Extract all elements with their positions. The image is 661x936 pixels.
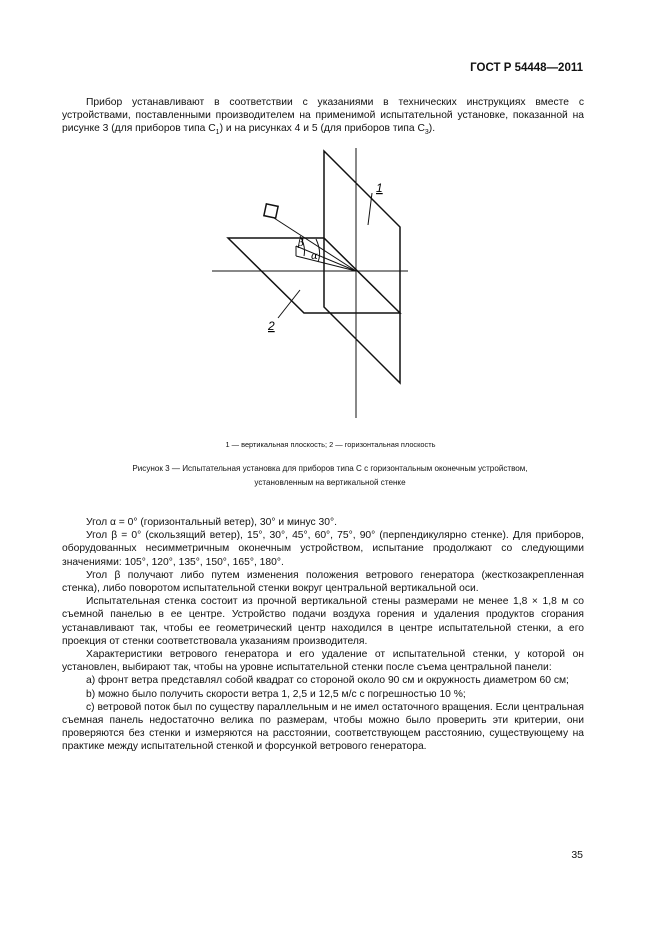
page-number: 35: [571, 849, 583, 861]
figure-caption: [62, 462, 598, 490]
paragraph-test-wall: Испытательная стенка состоит из прочной вертикальной стены размерами не менее 1,8 × 1,8 м со съемной панелью в ее центре. Устройство подачи воздуха горения и удаления продуктов сгорания устанавливают так, чтобы ее геометрический центр находился в центре испытательной стенки, а его проекция от стенки соответствовала указаниям производителя.: [62, 596, 584, 647]
body-text: [62, 516, 584, 754]
leader-line-2: [278, 290, 300, 318]
caption-line-2: установленным на вертикальной стенке: [254, 478, 406, 487]
standard-designation: ГОСТ Р 54448—2011: [470, 62, 583, 74]
figure-label-1: 1: [376, 181, 383, 195]
paragraph-beta-method: Угол β получают либо путем изменения положения ветрового генератора (жесткозакрепленная стенка), либо поворотом испытательной стенки вокруг центральной вертикальной оси.: [62, 569, 584, 595]
list-item-a: а) фронт ветра представлял собой квадрат со стороной около 90 см и окружность диаметром 60 см;: [86, 675, 569, 687]
intro-paragraph: [62, 96, 584, 136]
test-setup-figure: [0, 140, 661, 430]
list-item-c: c) ветровой поток был по существу параллельным и не имел остаточного вращения. Если центральная съемная панель недостаточно велика по размерам, чтобы можно было проверить эти критерии, они проверяются без стенки и измеряются на расстоянии, соответствующем расстоянию, существующему на практике между испытательной стенкой и форсункой ветрового генератора.: [62, 701, 584, 753]
vertical-plane: [324, 151, 400, 383]
caption-line-1: Рисунок 3 — Испытательная установка для приборов типа С с горизонтальным оконечным устройством,: [132, 464, 528, 473]
list-item-b: b) можно было получить скорости ветра 1, 2,5 и 12,5 м/с с погрешностью 10 %;: [86, 688, 466, 700]
paragraph-beta: Угол β = 0° (скользящий ветер), 15°, 30°, 45°, 60°, 75°, 90° (перпендикулярно стенке). Для приборов, оборудованных несимметричным оконечным устройством, испытание продолжают со следующими значениями: 105°, 120°, 135°, 150°, 165°, 180°.: [62, 530, 584, 568]
intro-text: Прибор устанавливают в соответствии с указаниями в технических инструкциях вместе с устройствами, поставленными производителем на применимой испытательной установке, показанной на рисунке 3 (для приборов типа $С_1$) и на рисунках 4 и 5 (для приборов типа $С_3$).: [62, 97, 584, 137]
figure-label-2: 2: [268, 319, 275, 333]
paragraph-alpha: Угол α = 0° (горизонтальный ветер), 30° и минус 30°.: [86, 517, 337, 528]
angle-label-beta: β: [298, 238, 304, 249]
paragraph-wind-generator: Характеристики ветрового генератора и его удаление от испытательной стенки, у которой он установлен, выбирают так, чтобы на уровне испытательной стенки после съема центральной панели:: [62, 649, 584, 674]
figure-legend: 1 — вертикальная плоскость; 2 — горизонтальная плоскость: [225, 440, 436, 449]
wind-direction-line: [274, 218, 356, 271]
horizontal-plane: [228, 238, 400, 313]
wind-generator-icon: [264, 204, 278, 218]
angle-label-alpha: α: [311, 251, 318, 262]
